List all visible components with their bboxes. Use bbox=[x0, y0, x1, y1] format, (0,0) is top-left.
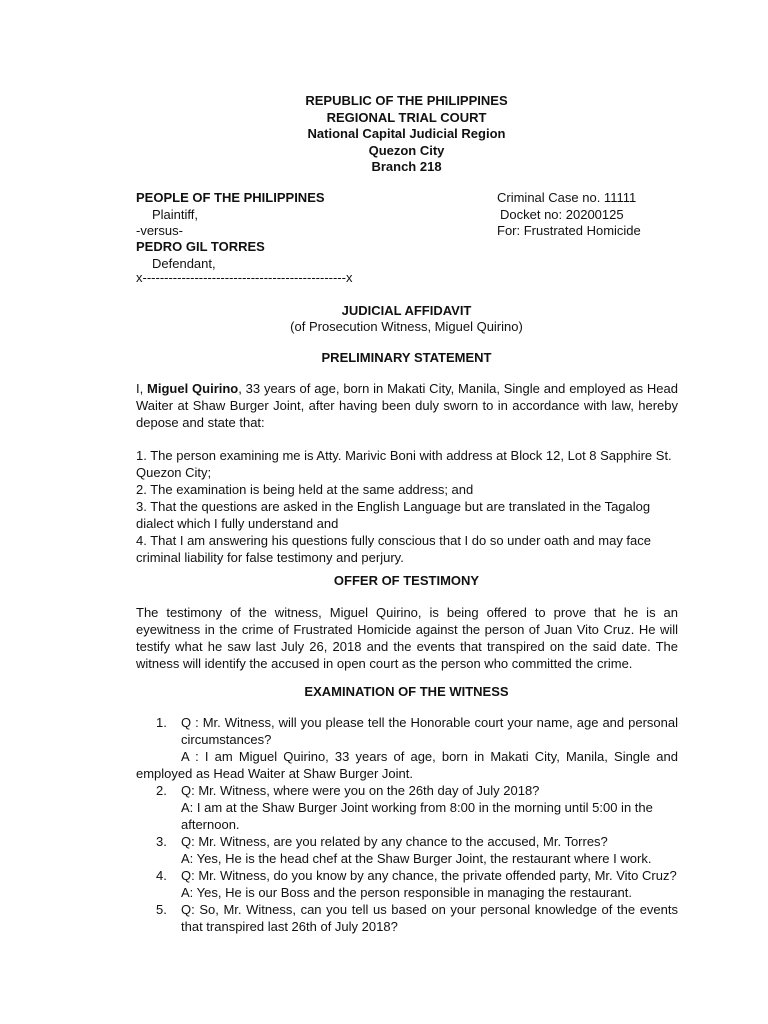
qa-item bbox=[136, 833, 678, 867]
offense-label: For: Frustrated Homicide bbox=[497, 223, 641, 238]
offer-heading: OFFER OF TESTIMONY bbox=[333, 573, 480, 588]
header-court: REGIONAL TRIAL COURT bbox=[326, 110, 487, 125]
qa-item bbox=[136, 714, 678, 782]
case-number: Criminal Case no. 11111 bbox=[497, 190, 637, 205]
question-text: Q : Mr. Witness, will you please tell the Honorable court your name, age and personal circumstances? bbox=[181, 715, 678, 747]
offer-text: The testimony of the witness, Miguel Quirino, is being offered to prove that he is an eyewitness in the crime of Frustrated Homicide against the person of Juan Vito Cruz. He will testify what he saw last July 26, 2018 and the events that transpired on the said date. The witness will identify the accused in open court as the person who committed the crime. bbox=[136, 605, 678, 671]
header-region: National Capital Judicial Region bbox=[307, 126, 506, 141]
preliminary-item: 1. The person examining me is Atty. Marivic Boni with address at Block 12, Lot 8 Sapphire St. Quezon City; bbox=[136, 448, 672, 480]
intro-rest: , 33 years of age, born in Makati City, Manila, Single and employed as Head Waiter at Shaw Burger Joint, after having been duly sworn to in accordance with law, hereby depose and state that: bbox=[136, 381, 678, 430]
qa-number: 3. bbox=[156, 834, 167, 849]
affiant-name: Miguel Quirino bbox=[147, 381, 239, 396]
question-text: Q: Mr. Witness, do you know by any chance, the private offended party, Mr. Vito Cruz? bbox=[181, 868, 677, 883]
preliminary-intro bbox=[136, 380, 678, 431]
affidavit-title: JUDICIAL AFFIDAVIT bbox=[341, 303, 472, 318]
plaintiff-role: Plaintiff, bbox=[152, 207, 199, 222]
defendant-role: Defendant, bbox=[152, 256, 216, 271]
qa-number: 1. bbox=[156, 715, 167, 730]
question-text: Q: Mr. Witness, where were you on the 26th day of July 2018? bbox=[181, 783, 540, 798]
header-republic: REPUBLIC OF THE PHILIPPINES bbox=[305, 93, 508, 108]
defendant-name: PEDRO GIL TORRES bbox=[136, 239, 265, 254]
versus-label: -versus- bbox=[136, 223, 183, 238]
examination-list bbox=[136, 714, 678, 935]
question-text: Q: So, Mr. Witness, can you tell us based on your personal knowledge of the events that transpired last 26th of July 2018? bbox=[181, 902, 678, 934]
qa-number: 2. bbox=[156, 783, 167, 798]
preliminary-list bbox=[136, 447, 678, 566]
caption-separator: x-----------------------------------------------x bbox=[136, 270, 353, 285]
qa-item bbox=[136, 867, 678, 901]
preliminary-item: 3. That the questions are asked in the English Language but are translated in the Tagalog dialect which I fully understand and bbox=[136, 499, 651, 531]
qa-item bbox=[136, 782, 678, 833]
qa-number: 4. bbox=[156, 868, 167, 883]
plaintiff-name: PEOPLE OF THE PHILIPPINES bbox=[136, 190, 325, 205]
header-city: Quezon City bbox=[368, 143, 445, 158]
answer-text: A: Yes, He is our Boss and the person responsible in managing the restaurant. bbox=[181, 885, 632, 900]
answer-text: A: I am at the Shaw Burger Joint working from 8:00 in the morning until 5:00 in the afternoon. bbox=[181, 800, 653, 832]
preliminary-heading: PRELIMINARY STATEMENT bbox=[321, 350, 492, 365]
affidavit-subtitle: (of Prosecution Witness, Miguel Quirino) bbox=[290, 319, 523, 334]
qa-item bbox=[136, 901, 678, 935]
docket-number: Docket no: 20200125 bbox=[500, 207, 624, 222]
intro-prefix: I, bbox=[136, 381, 148, 396]
answer-text: A : I am Miguel Quirino, 33 years of age, born in Makati City, Manila, Single and employed as Head Waiter at Shaw Burger Joint. bbox=[136, 749, 678, 781]
question-text: Q: Mr. Witness, are you related by any chance to the accused, Mr. Torres? bbox=[181, 834, 608, 849]
examination-heading: EXAMINATION OF THE WITNESS bbox=[304, 684, 509, 699]
answer-text: A: Yes, He is the head chef at the Shaw Burger Joint, the restaurant where I work. bbox=[181, 851, 652, 866]
qa-number: 5. bbox=[156, 902, 167, 917]
preliminary-item: 4. That I am answering his questions fully conscious that I do so under oath and may face criminal liability for false testimony and perjury. bbox=[136, 533, 651, 565]
header-branch: Branch 218 bbox=[371, 159, 442, 174]
preliminary-item: 2. The examination is being held at the same address; and bbox=[136, 482, 474, 497]
